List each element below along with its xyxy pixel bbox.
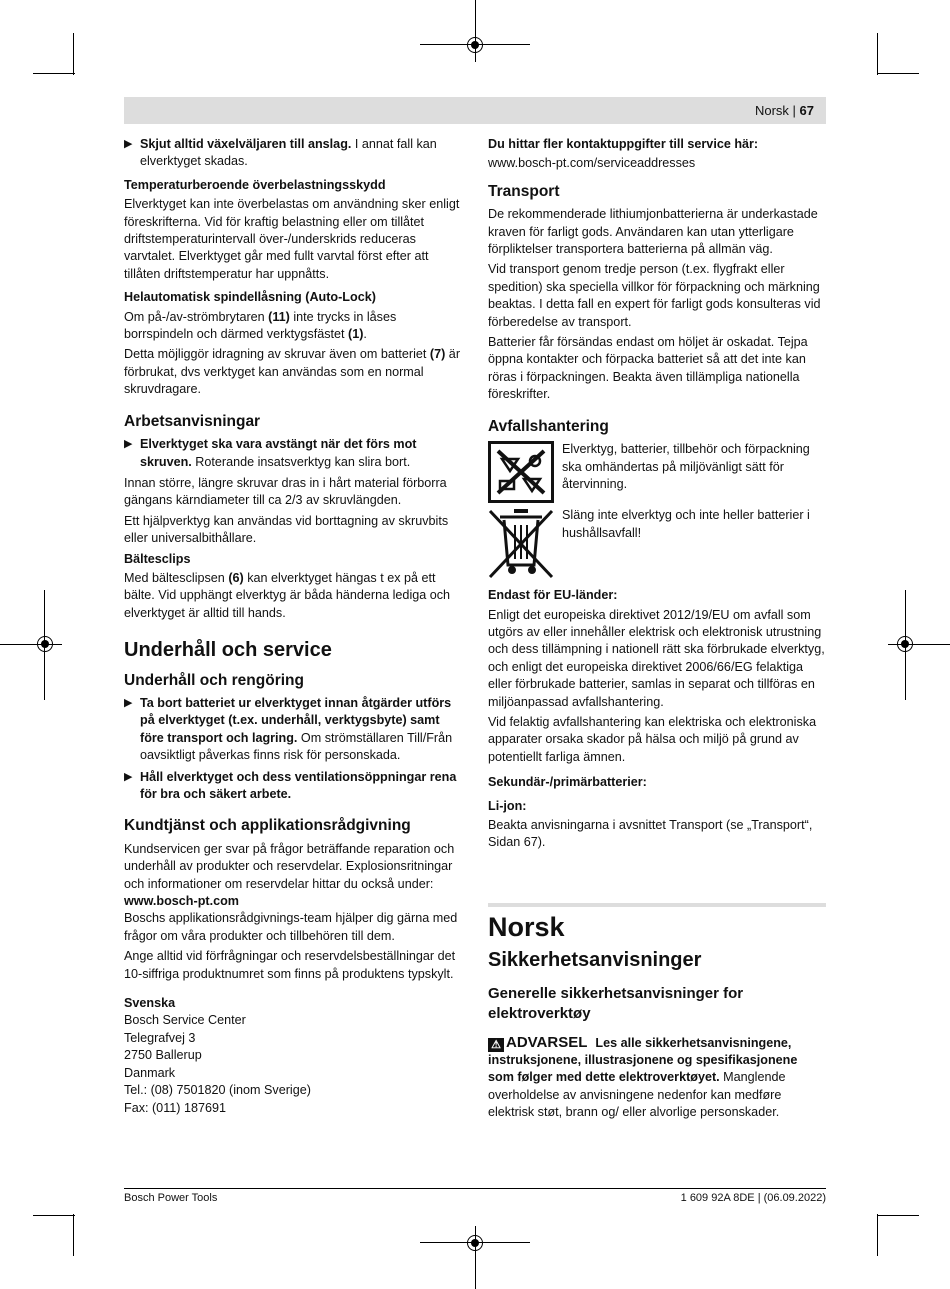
crop-mark xyxy=(877,1214,878,1256)
language-title: Norsk xyxy=(488,911,565,942)
bullet-arrow-icon: ▶ xyxy=(124,438,133,451)
chapter-title: Sikkerhetsanvisninger xyxy=(488,949,702,972)
paragraph: Elverktyget kan inte överbelastas om användning sker enligt föreskrifterna. Vid för kraftig belastning eller om tillåtet driftstemperaturintervall över-/underskrids reduceras varvtalet. Elverktyget går med fullt varvtal först efter att tillåten driftstemperatur har uppnåtts. xyxy=(124,197,460,281)
section-heading: Endast för EU-länder: xyxy=(488,588,618,603)
section-divider xyxy=(488,903,826,907)
section-title: Underhåll och rengöring xyxy=(124,671,304,689)
bullet-text: Roterande insatsverktyg kan slira bort. xyxy=(191,454,411,469)
bullet-bold: Elverktyget ska vara avstängt när det förs mot skruven. xyxy=(140,437,417,469)
paragraph: Beakta anvisningarna i avsnittet Transport (se „Transport“, Sidan 67). xyxy=(488,817,813,850)
section-heading: Helautomatisk spindellåsning (Auto-Lock) xyxy=(124,290,376,305)
bullet-arrow-icon: ▶ xyxy=(124,770,133,783)
paragraph: Ange alltid vid förfrågningar och reservdelsbeställningar det 10-siffriga produktnumret som finns på produktens typskylt. xyxy=(124,949,456,981)
bullet-bold: Skjut alltid växelväljaren till anslag. xyxy=(140,137,352,151)
section-heading: Li-jon: xyxy=(488,798,527,813)
section-heading: Temperaturberoende överbelastningsskydd xyxy=(124,177,386,192)
bullet-text: I annat fall kan elverktyget skadas. xyxy=(140,137,437,169)
contact-heading: Du hittar fler kontaktuppgifter till service här: xyxy=(488,137,759,151)
ref-number: (7) xyxy=(429,347,446,362)
registration-mark-icon xyxy=(467,1235,483,1251)
section-title: Transport xyxy=(488,182,560,200)
recycling-row xyxy=(488,441,826,503)
paragraph xyxy=(124,346,464,398)
text-run: inte trycks in låses borrspindeln och därmed verktygsfästet xyxy=(124,309,397,342)
section-title: Generelle sikkerhetsanvisninger for elektroverktøy xyxy=(488,984,744,1022)
footer-left: Bosch Power Tools xyxy=(124,1192,218,1204)
bullet-item xyxy=(124,769,464,804)
text-run: Med bältesclipsen xyxy=(124,570,229,585)
section-title: Arbetsanvisningar xyxy=(124,412,261,430)
text-run: . xyxy=(363,327,367,342)
address-line: Tel.: (08) 7501820 (inom Sverige) xyxy=(124,1083,311,1098)
warning-triangle-icon: ⚠ xyxy=(488,1038,504,1052)
bullet-item xyxy=(124,436,464,471)
paragraph: Vid transport genom tredje person (t.ex. flygfrakt eller spedition) ska speciella villkor för förpackning och märkning beaktas. I detta fall en expert för farligt gods konsulteras vid förberedelse av transport. xyxy=(488,262,821,329)
paragraph: Boschs applikationsrådgivnings-team hjälper dig gärna med frågor om våra produkter och tillbehören till dem. xyxy=(124,911,458,943)
paragraph: De rekommenderade lithiumjonbatterierna är underkastade kraven för farligt gods. Användaren kan utan ytterligare förpliktelser transportera batterierna på allmän väg. xyxy=(488,207,818,257)
ref-number: (1) xyxy=(348,327,364,342)
registration-mark-icon xyxy=(37,636,53,652)
right-column xyxy=(488,136,826,1125)
ref-number: (6) xyxy=(228,570,244,585)
spacer xyxy=(488,855,826,903)
address-line: Danmark xyxy=(124,1065,176,1080)
paragraph: Ett hjälpverktyg kan användas vid borttagning av skruvbits eller universalbithållare. xyxy=(124,513,449,546)
warning-text: Manglende overholdelse av anvisningene nedenfor kan medføre elektrisk støt, brann og/ eller alvorlige personskader. xyxy=(488,1070,786,1120)
weee-row xyxy=(488,507,826,579)
crop-mark xyxy=(73,33,74,75)
bullet-item xyxy=(124,136,464,171)
footer-right: 1 609 92A 8DE | (06.09.2022) xyxy=(680,1192,826,1204)
page-number: 67 xyxy=(799,103,814,118)
crop-mark xyxy=(877,33,878,75)
ref-number: (11) xyxy=(268,309,290,324)
contact-url-link[interactable]: www.bosch-pt.com/serviceaddresses xyxy=(488,156,696,171)
paragraph: Enligt det europeiska direktivet 2012/19/EU om avfall som utgörs av eller innehåller elektrisk och elektronisk utrustning och dess tillämpning i nationell rätt ska förbrukade elverktyg, och enligt det europeiska direktivet 2006/66/EG felaktiga eller förbrukade batterier, samlas in separat och tillföras en miljöanpassad avfallshantering. xyxy=(488,607,825,709)
service-url-link[interactable]: www.bosch-pt.com xyxy=(124,894,239,909)
paragraph xyxy=(124,309,464,344)
crop-mark xyxy=(877,1215,919,1216)
paragraph: Batterier får försändas endast om höljet är oskadat. Tejpa öppna kontakter och förpacka batteriet så att det inte kan röras i förpackningen. Beakta även tillämpliga nationella föreskrifter. xyxy=(488,335,808,402)
left-column xyxy=(124,136,464,1117)
address-country: Svenska xyxy=(124,996,176,1011)
recycling-symbol-icon xyxy=(488,441,554,503)
footer-rule xyxy=(124,1188,826,1189)
address-line: Fax: (011) 187691 xyxy=(124,1100,226,1115)
paragraph: Vid felaktig avfallshantering kan elektriska och elektroniska apparater orsaka skador på hälsa och miljö på grund av potentiellt farliga ämnen. xyxy=(488,714,817,764)
paragraph: Släng inte elverktyg och inte heller batterier i hushållsavfall! xyxy=(562,508,810,540)
warning-label xyxy=(488,1034,587,1052)
registration-mark-icon xyxy=(897,636,913,652)
address-line: Bosch Service Center xyxy=(124,1013,246,1028)
bullet-item xyxy=(124,695,464,765)
text-run: Om på-/av-strömbrytaren xyxy=(124,309,269,324)
chapter-title: Underhåll och service xyxy=(124,639,332,662)
bullet-text: Om strömställaren Till/Från oavsiktligt påverkas finns risk för personskada. xyxy=(140,730,453,763)
address-line: 2750 Ballerup xyxy=(124,1048,202,1063)
paragraph: Elverktyg, batterier, tillbehör och förpackning ska omhändertas på miljövänligt sätt för återvinning. xyxy=(562,442,810,491)
section-heading: Bältesclips xyxy=(124,551,191,566)
section-title: Kundtjänst och applikationsrådgivning xyxy=(124,817,411,835)
bullet-arrow-icon: ▶ xyxy=(124,138,133,150)
crop-mark xyxy=(73,1214,74,1256)
paragraph xyxy=(124,570,464,622)
crop-mark xyxy=(33,1215,75,1216)
bullet-bold: Håll elverktyget och dess ventilationsöppningar rena för bra och säkert arbete. xyxy=(140,769,457,801)
address-line: Telegrafvej 3 xyxy=(124,1030,196,1045)
bullet-arrow-icon: ▶ xyxy=(124,696,133,709)
paragraph: Innan större, längre skruvar dras in i hårt material förborra gängans kärndiameter till ca 2/3 av skruvlängden. xyxy=(124,475,447,508)
section-title: Avfallshantering xyxy=(488,417,609,435)
section-heading: Sekundär-/primärbatterier: xyxy=(488,775,647,790)
text-run: Detta möjliggör idragning av skruvar även om batteriet xyxy=(124,347,430,362)
crop-mark xyxy=(33,73,75,74)
warning-label-text: ADVARSEL xyxy=(506,1033,588,1051)
crossed-bin-icon xyxy=(488,507,554,579)
registration-mark-icon xyxy=(467,37,483,53)
paragraph: Kundservicen ger svar på frågor beträffande reparation och underhåll av produkter och reservdelar. Explosionsritningar och informationer om reservdelar hittar du också under: xyxy=(124,841,455,891)
header-language: Norsk xyxy=(754,103,789,118)
warning-bold: Les alle sikkerhetsanvisningene, instruksjonene, illustrasjonene og spesifikasjonene som følger med dette elektroverktøyet. xyxy=(488,1035,798,1085)
crop-mark xyxy=(877,73,919,74)
address-block xyxy=(124,1012,464,1116)
bullet-bold: Ta bort batteriet ur elverktyget innan åtgärder utförs på elverktyget (t.ex. underhåll, verktygsbyte) samt före transport och lagring. xyxy=(140,695,452,745)
text-run: kan elverktyget hängas t ex på ett bälte. Vid upphängt elverktyg är båda händerna lediga och elverktyget är alltid till hands. xyxy=(124,570,451,620)
text-run: är förbrukat, dvs verktyget kan användas som en normal skruvdragare. xyxy=(124,347,461,397)
page-header: Norsk | 67 xyxy=(754,103,814,118)
warning-paragraph xyxy=(488,1034,826,1122)
header-bar xyxy=(124,97,826,124)
